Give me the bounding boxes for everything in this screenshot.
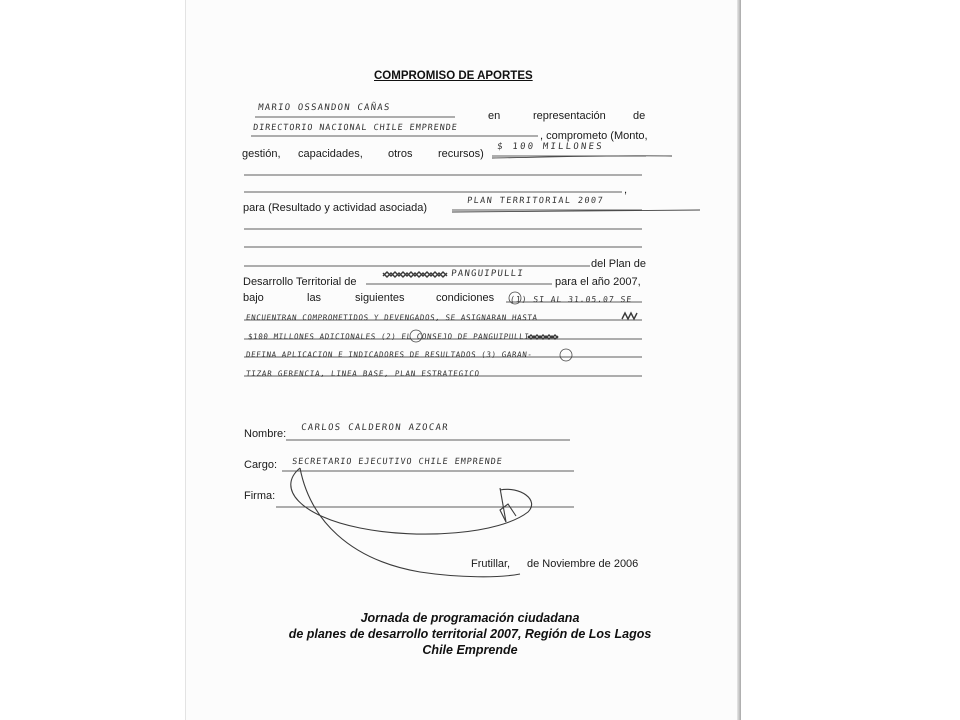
text-las: las	[307, 292, 322, 304]
text-comprometo: , comprometo (Monto,	[540, 130, 648, 142]
hw-activity: PLAN TERRITORIAL 2007	[466, 196, 605, 206]
text-siguientes: siguientes	[355, 292, 405, 304]
hw-organization: DIRECTORIO NACIONAL CHILE EMPRENDE	[252, 123, 459, 133]
date-text: de Noviembre de 2006	[527, 558, 639, 570]
hw-signer-role: SECRETARIO EJECUTIVO CHILE EMPRENDE	[291, 457, 504, 467]
text-representacion: representación	[533, 110, 606, 122]
firma-label: Firma:	[244, 490, 276, 502]
hw-condition-line-3: $100 MILLONES ADICIONALES (2) EL CONSEJO DE PANGUIPULLI	[247, 332, 530, 341]
hw-condition-line-2: ENCUENTRAN COMPROMETIDOS Y DEVENGADOS, SE ASIGNARAN HASTA	[245, 313, 539, 322]
text-de-1: de	[633, 110, 646, 122]
signature-icon	[291, 468, 532, 577]
hw-territory: PANGUIPULLI	[450, 269, 525, 279]
text-para-el-anio: para el año 2007,	[555, 276, 641, 288]
hw-condition-line-5: TIZAR GERENCIA, LINEA BASE, PLAN ESTRATEGICO	[245, 369, 481, 378]
text-para-resultado: para (Resultado y actividad asociada)	[243, 202, 428, 214]
text-desarrollo-territorial: Desarrollo Territorial de	[243, 276, 357, 288]
footer-line-3: Chile Emprende	[422, 643, 518, 657]
text-condiciones: condiciones	[436, 292, 495, 304]
cargo-label: Cargo:	[244, 459, 278, 471]
text-en: en	[488, 110, 501, 122]
footer-line-2: de planes de desarrollo territorial 2007, Región de Los Lagos	[288, 627, 652, 641]
text-comma: ,	[624, 184, 628, 196]
text-del-plan-de: del Plan de	[591, 258, 647, 270]
place-text: Frutillar,	[471, 558, 511, 570]
hw-condition-line-4: DEFINA APLICACION E INDICADORES DE RESULTADOS (3) GARAN-	[245, 350, 533, 359]
text-otros: otros	[388, 148, 413, 160]
footer-line-1: Jornada de programación ciudadana	[360, 611, 580, 625]
circle-3-icon	[560, 349, 572, 361]
hw-representative-name: MARIO OSSANDON CAÑAS	[257, 103, 391, 113]
text-gestion: gestión,	[242, 148, 281, 160]
document-title: COMPROMISO DE APORTES	[374, 70, 533, 82]
text-bajo: bajo	[243, 292, 264, 304]
scribble-hasta-icon	[622, 313, 637, 319]
nombre-label: Nombre:	[244, 428, 287, 440]
hw-condition-line-1: (1) SI AL 31.05.07 SE	[509, 295, 633, 304]
circle-2-icon	[410, 330, 422, 342]
hw-signer-name: CARLOS CALDERON AZOCAR	[300, 423, 450, 433]
hw-amount: $ 100 MILLONES	[496, 142, 605, 152]
text-capacidades: capacidades,	[298, 148, 363, 160]
text-recursos: recursos)	[438, 148, 484, 160]
